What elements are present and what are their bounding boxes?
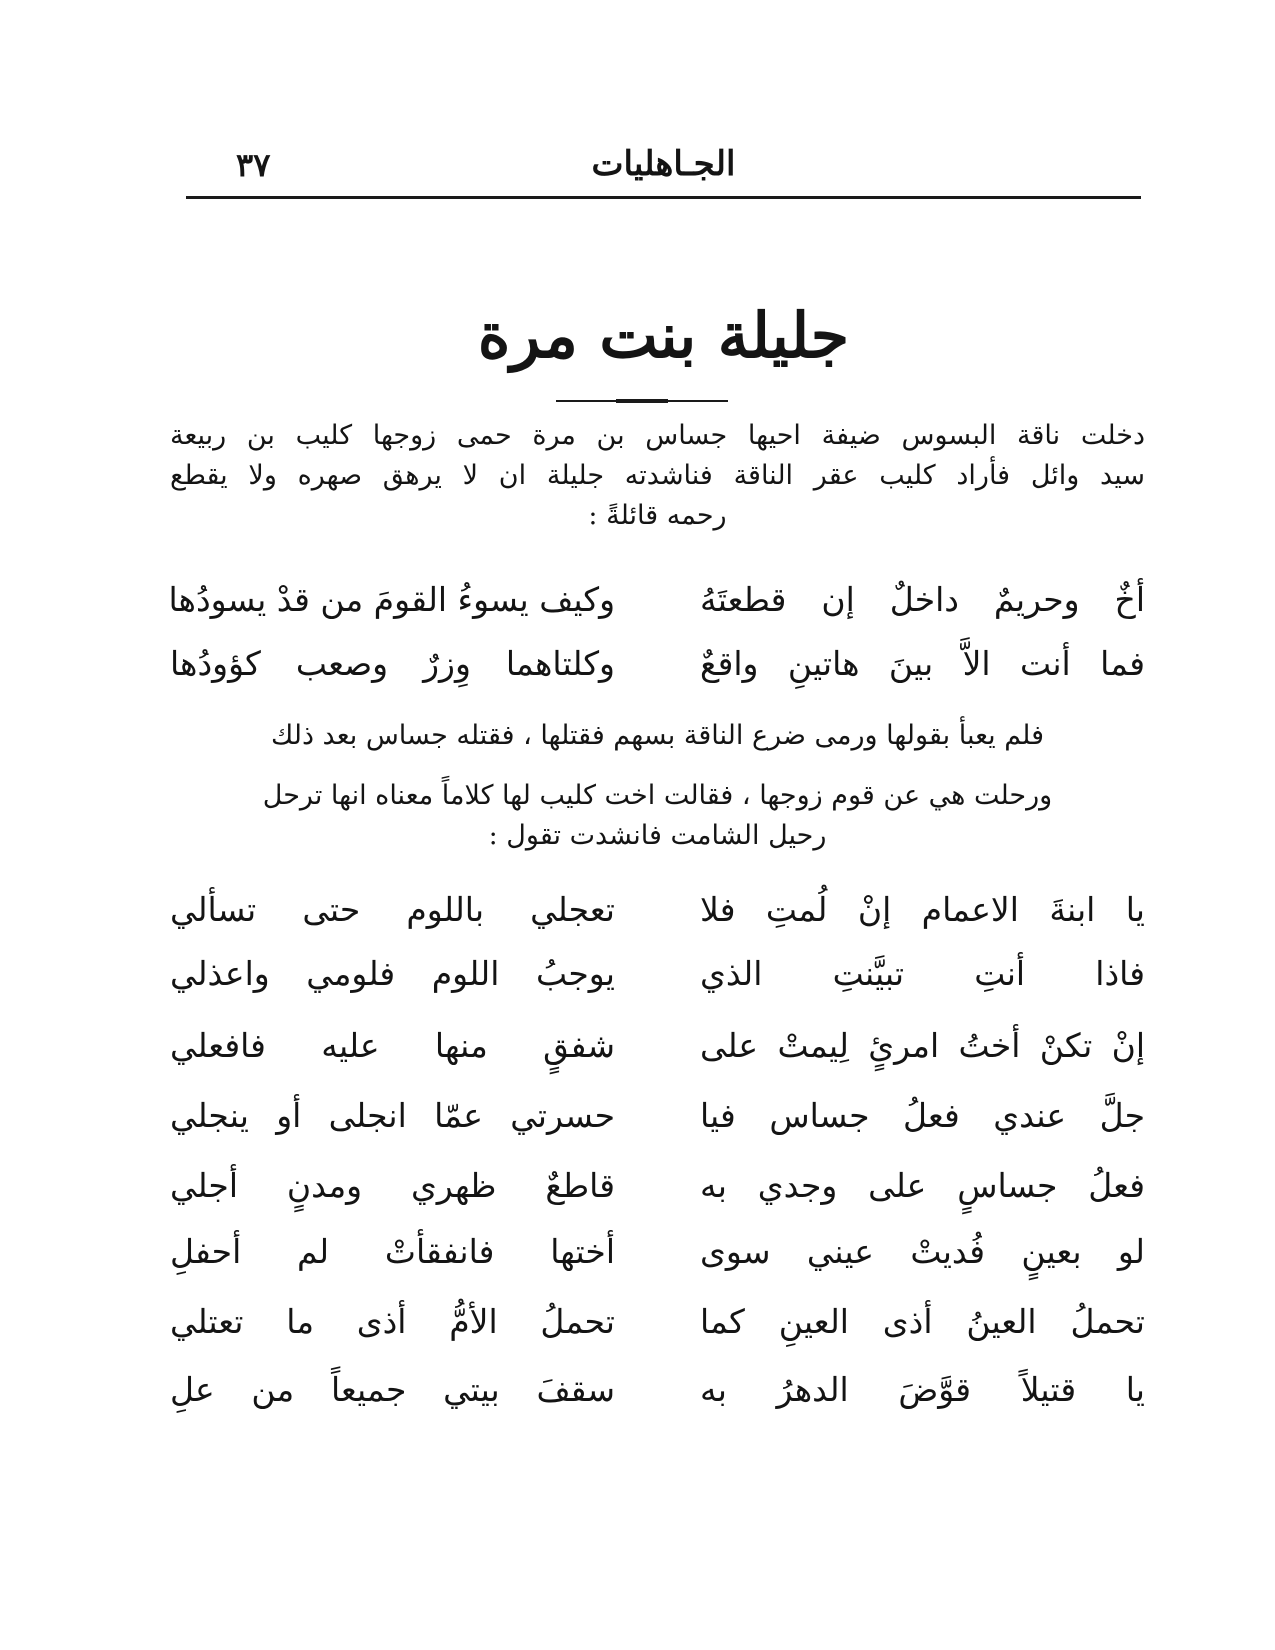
verse-row — [170, 1154, 1145, 1218]
verse-second-hemistich: شفقٍ منها عليه فافعلي — [170, 1026, 615, 1065]
running-header — [186, 140, 1141, 198]
verse-row — [170, 1084, 1145, 1148]
narrative-paragraph — [170, 716, 1145, 756]
verse-second-hemistich: وكيف يسوءُ القومَ من قدْ يسودُها — [168, 580, 615, 619]
verse-second-hemistich: وكلتاهما وِزرٌ وصعب كؤودُها — [170, 644, 615, 683]
verse-row — [170, 942, 1145, 1006]
verse-row — [170, 878, 1145, 942]
verse-second-hemistich: حسرتي عمّا انجلى أو ينجلي — [170, 1096, 615, 1135]
verse-second-hemistich: تعجلي باللوم حتى تسألي — [170, 890, 615, 929]
narrative-line: فلم يعبأ بقولها ورمى ضرع الناقة بسهم فقتلها ، فقتله جساس بعد ذلك — [270, 720, 1045, 751]
verse-row — [170, 1014, 1145, 1078]
verse-row — [170, 632, 1145, 696]
narrative-line: رحيل الشامت فانشدت تقول : — [488, 820, 827, 851]
header-rule — [186, 196, 1141, 199]
verse-row — [170, 1290, 1145, 1354]
verse-first-hemistich: أخٌ وحريمٌ داخلٌ إن قطعتَهُ — [700, 580, 1145, 619]
verse-first-hemistich: تحملُ العينُ أذى العينِ كما — [700, 1302, 1145, 1341]
verse-first-hemistich: فما أنت الاَّ بينَ هاتينِ واقعٌ — [700, 644, 1145, 683]
poem-title: جليلة بنت مرة — [477, 299, 850, 372]
title-underline-center — [616, 399, 668, 403]
narrative-paragraph — [170, 776, 1145, 856]
verse-first-hemistich: يا ابنةَ الاعمام إنْ لُمتِ فلا — [700, 890, 1145, 929]
verse-first-hemistich: لو بعينٍ فُديتْ عيني سوى — [700, 1232, 1145, 1271]
page-number: ٣٧ — [236, 146, 271, 184]
verse-second-hemistich: أختها فانفقأتْ لم أحفلِ — [170, 1232, 615, 1271]
verse-row — [170, 1358, 1145, 1422]
verse-row — [170, 1220, 1145, 1284]
verse-second-hemistich: تحملُ الأمُّ أذى ما تعتلي — [170, 1302, 615, 1341]
verse-first-hemistich: إنْ تكنْ أختُ امرئٍ لِيمتْ على — [700, 1026, 1145, 1065]
intro-line: سيد وائل فأراد كليب عقر الناقة فناشدته جليلة ان لا يرهق صهره ولا يقطع — [170, 460, 1145, 491]
verse-second-hemistich: سقفَ بيتي جميعاً من علِ — [170, 1370, 615, 1409]
verse-second-hemistich: قاطعٌ ظهري ومدنٍ أجلي — [170, 1166, 615, 1205]
header-title: الجـاهليات — [591, 144, 736, 184]
verse-first-hemistich: فعلُ جساسٍ على وجدي به — [700, 1166, 1145, 1205]
verse-second-hemistich: يوجبُ اللوم فلومي واعذلي — [170, 954, 615, 993]
verse-first-hemistich: فاذا أنتِ تبيَّنتِ الذي — [700, 954, 1145, 993]
verse-first-hemistich: يا قتيلاً قوَّضَ الدهرُ به — [700, 1370, 1145, 1409]
intro-line: رحمه قائلةً : — [588, 500, 727, 531]
verse-row — [170, 568, 1145, 632]
verse-first-hemistich: جلَّ عندي فعلُ جساس فيا — [700, 1096, 1145, 1135]
narrative-line: ورحلت هي عن قوم زوجها ، فقالت اخت كليب لها كلاماً معناه انها ترحل — [262, 780, 1053, 811]
intro-paragraph — [170, 416, 1145, 536]
intro-line: دخلت ناقة البسوس ضيفة احيها جساس بن مرة حمى زوجها كليب بن ربيعة — [170, 420, 1145, 451]
